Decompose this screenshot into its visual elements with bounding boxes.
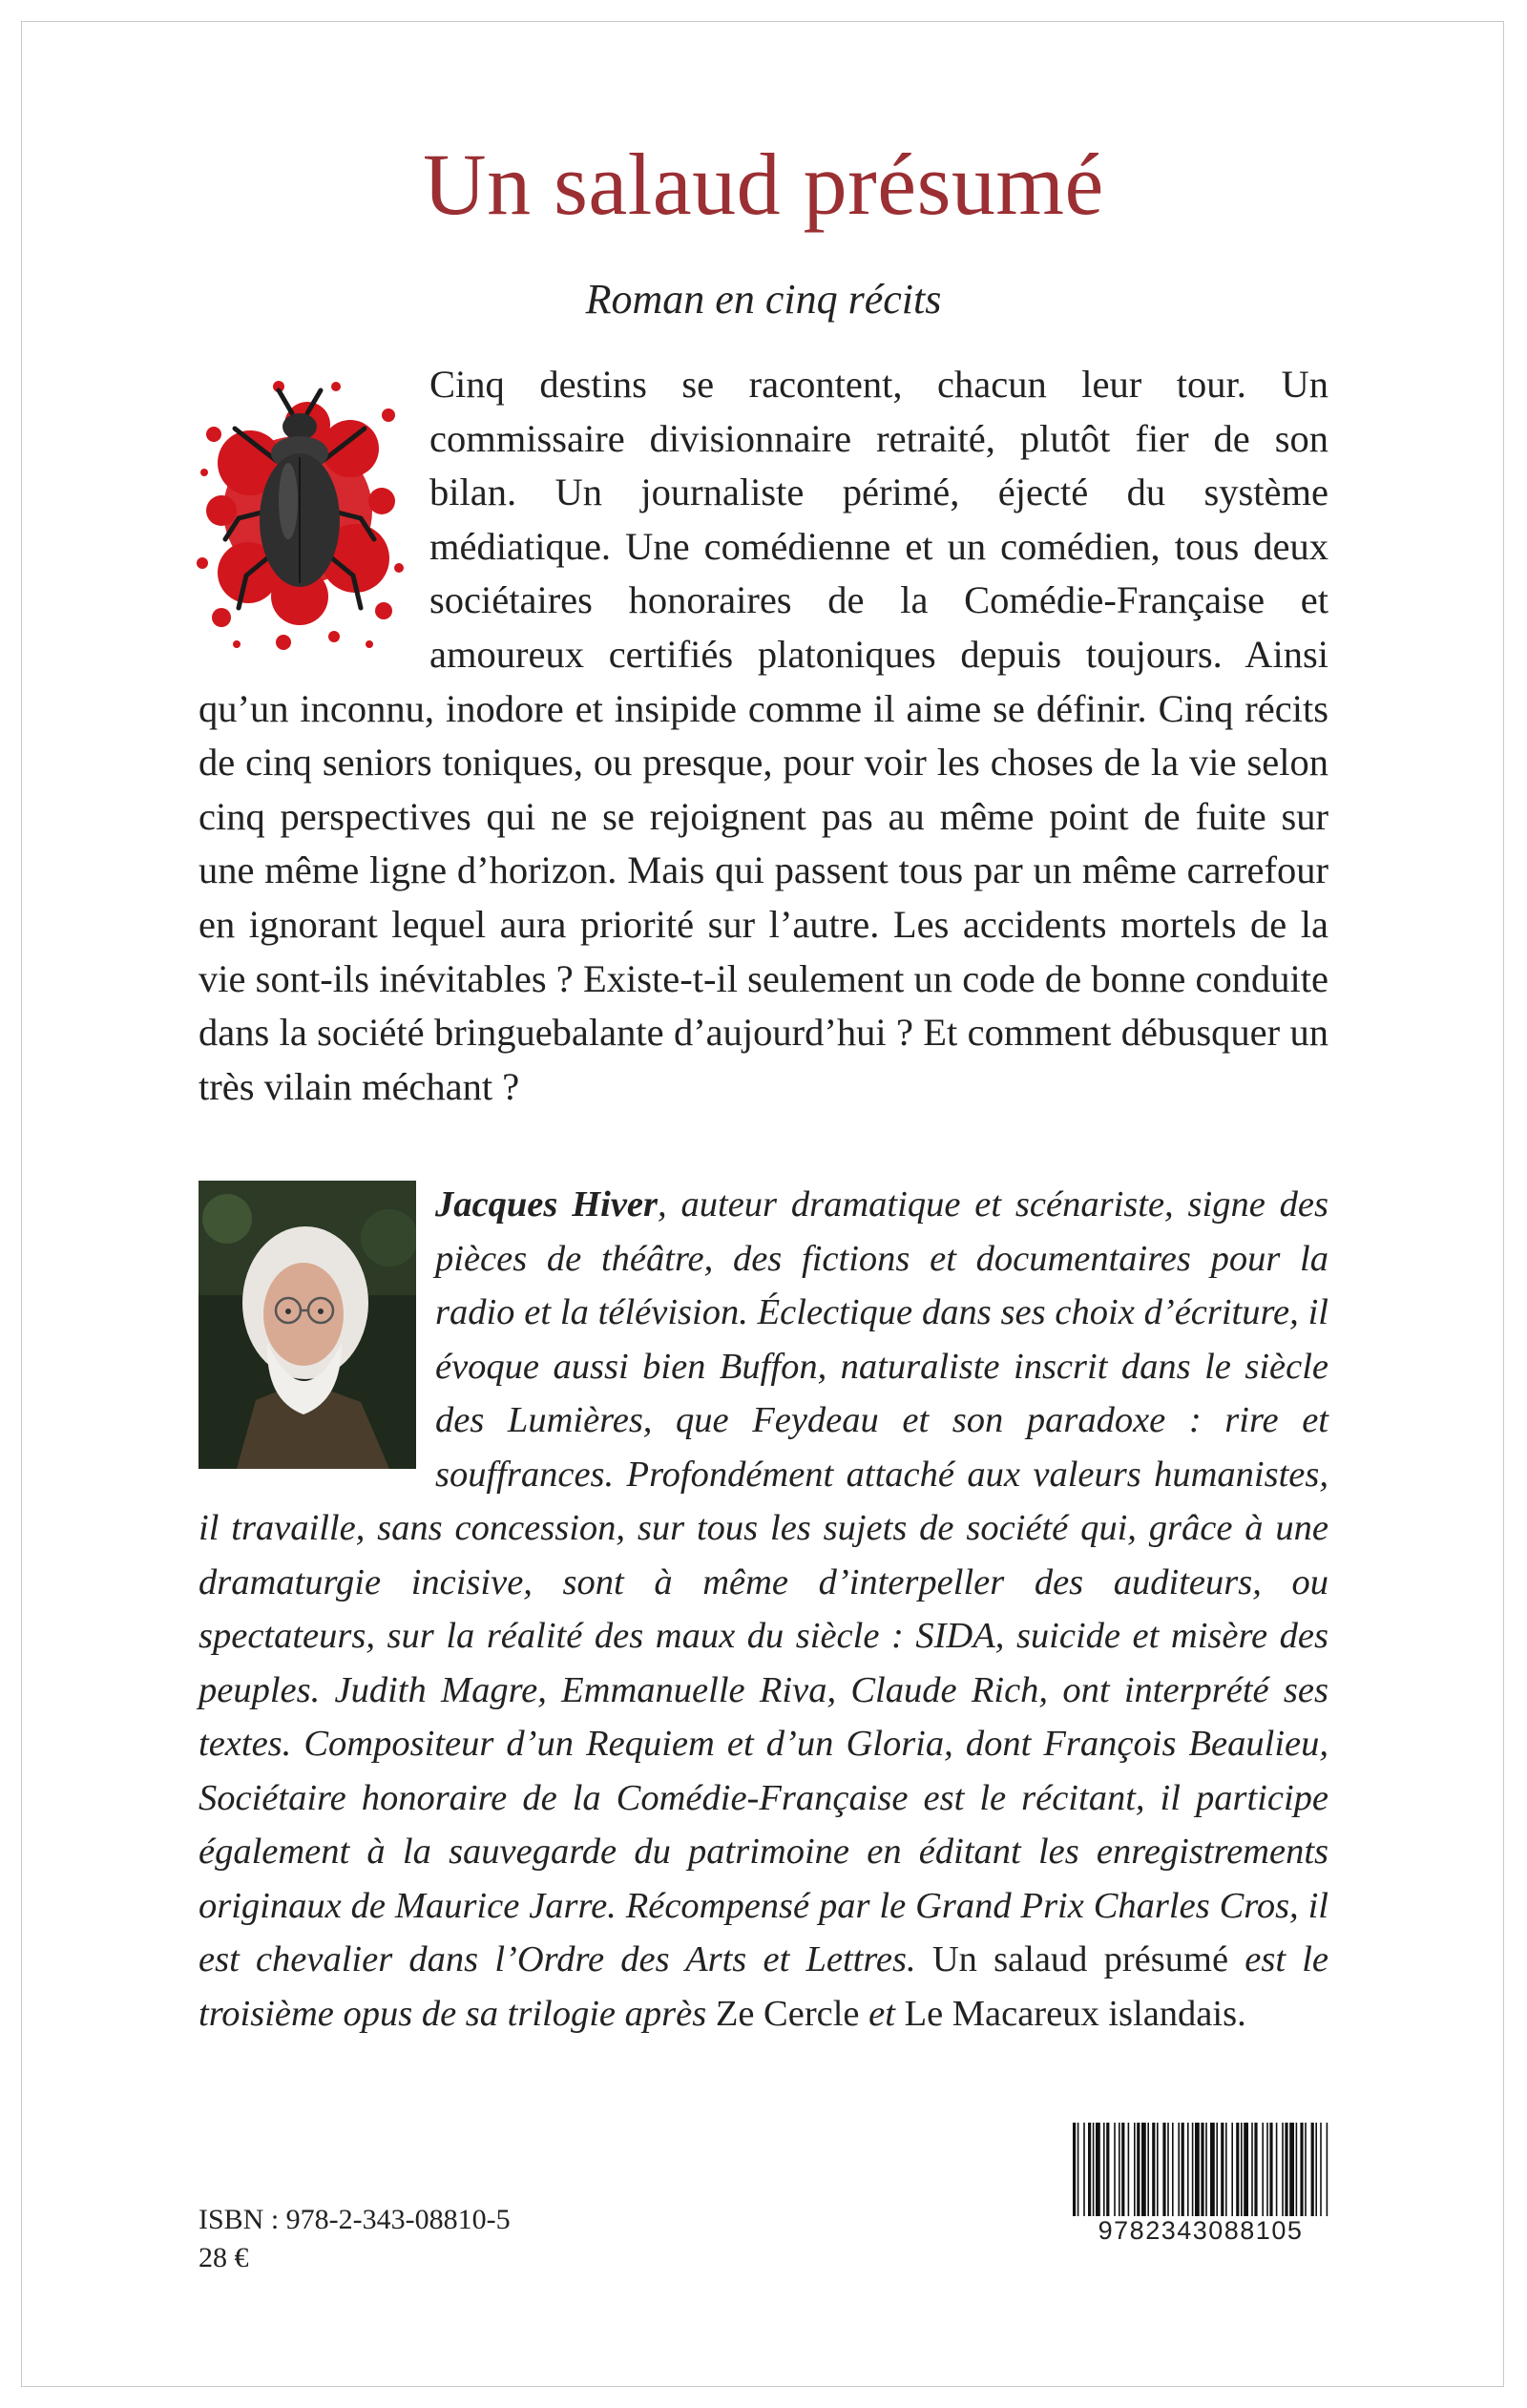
blurb-paragraph bbox=[199, 358, 1328, 1114]
book-title: Un salaud présumé bbox=[423, 136, 1104, 233]
blurb-text: Cinq destins se racontent, chacun leur tour. Un commissaire divisionnaire retraité, plutôt fier de son bilan. Un journaliste périmé, éjecté du système médiatique. Une comédienne et un comédien, tous deux sociétaires honoraires de la Comédie-Française et amoureux certifiés platoniques depuis toujours. Ainsi qu’un inconnu, inodore et insipide comme il aime se définir. Cinq récits de cinq seniors toniques, ou presque, pour voir les choses de la vie selon cinq perspectives qui ne se rejoignent pas au même point de fuite sur une même ligne d’horizon. Mais qui passent tous par un même carrefour en ignorant lequel aura priorité sur l’autre. Les accidents mortels de la vie sont-ils inévitables ? Existe-t-il seulement un code de bonne conduite dans la société bringuebalante d’aujourd’hui ? Et comment débusquer un très vilain méchant ? bbox=[199, 363, 1328, 1108]
book-subtitle: Roman en cinq récits bbox=[585, 276, 942, 323]
author-name: Jacques Hiver bbox=[435, 1184, 658, 1225]
trilogy-title-3: Le Macareux islandais bbox=[904, 1993, 1238, 2034]
trilogy-text-2: et bbox=[859, 1993, 905, 2034]
trilogy-text-1: est le troisième opus de sa trilogie après bbox=[199, 1939, 1328, 2034]
author-bio-text: , auteur dramatique et scénariste, signe des pièces de théâtre, des fictions et documentaires pour la radio et la télévision. Éclectique dans ses choix d’écriture, il évoque aussi bien Buffon, naturaliste inscrit dans le siècle des Lumières, que Feydeau et son paradoxe : rire et souffrances. Profondément attaché aux valeurs humanistes, il travaille, sans concession, sur tous les sujets de société qui, grâce à une dramaturgie incisive, sont à même d’interpeller des auditeurs, ou spectateurs, sur la réalité des maux du siècle : SIDA, suicide et misère des peuples. Judith Magre, Emmanuelle Riva, Claude Rich, ont interprété ses textes. Compositeur d’un Requiem et d’un Gloria, dont François Beaulieu, Sociétaire honoraire de la Comédie-Française est le récitant, il participe également à la sauvegarde du patrimoine en éditant les enregistrements originaux de Maurice Jarre. Récompensé par le Grand Prix Charles Cros, il est chevalier dans l’Ordre des Arts et Lettres. bbox=[199, 1184, 1328, 1979]
trilogy-text-3: . bbox=[1237, 1993, 1246, 2034]
author-photo bbox=[199, 1181, 416, 1469]
isbn-block bbox=[199, 2201, 511, 2277]
author-bio bbox=[199, 1178, 1328, 2041]
price: 28 € bbox=[199, 2242, 249, 2273]
trilogy-title-2: Ze Cercle bbox=[715, 1993, 860, 2034]
barcode-digits: 9782343088105 bbox=[1098, 2216, 1304, 2245]
beetle-illustration bbox=[193, 358, 408, 663]
trilogy-title-1: Un salaud présumé bbox=[931, 1939, 1229, 1979]
isbn-number: ISBN : 978-2-343-08810-5 bbox=[199, 2204, 511, 2235]
